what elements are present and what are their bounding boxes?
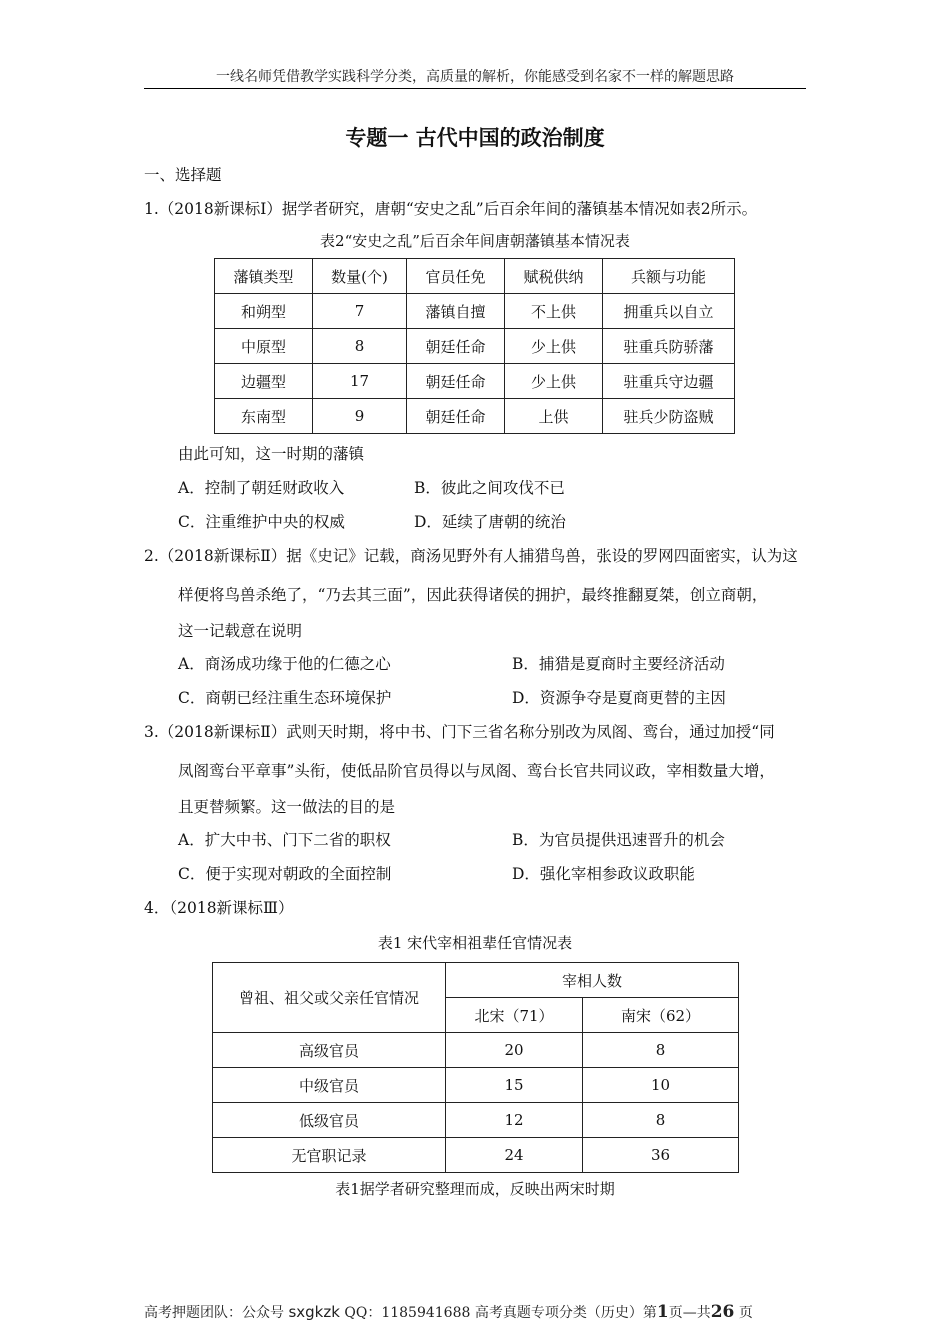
table-cell: 24: [446, 1138, 583, 1173]
table-row: [215, 329, 735, 364]
table-cell: 无官职记录: [213, 1138, 446, 1173]
table-cell: 低级官员: [213, 1103, 446, 1138]
table-cell: 不上供: [505, 294, 603, 329]
q1-header-cell: 数量(个): [313, 259, 407, 294]
table-cell: 藩镇自擅: [407, 294, 505, 329]
table-cell: 拥重兵以自立: [603, 294, 735, 329]
table-cell: 上供: [505, 399, 603, 434]
header-rule: [144, 88, 806, 89]
q1-header-cell: 兵额与功能: [603, 259, 735, 294]
table-cell: 15: [446, 1068, 583, 1103]
q2-line-2: 样便将鸟兽杀绝了，“乃去其三面”，因此获得诸侯的拥护，最终推翻夏桀，创立商朝，: [178, 586, 768, 604]
footer-end: 页: [738, 1305, 753, 1321]
page-footer: [144, 1302, 753, 1322]
table-cell: 东南型: [215, 399, 313, 434]
table-cell: 中原型: [215, 329, 313, 364]
table-cell: 朝廷任命: [407, 329, 505, 364]
q4-table: [212, 962, 739, 1173]
q1-stem: 1.（2018新课标Ⅰ）据学者研究，唐朝“安史之乱”后百余年间的藩镇基本情况如表2所示。: [144, 200, 758, 218]
table-cell: 9: [313, 399, 407, 434]
table-row: [215, 294, 735, 329]
table-row: [213, 1138, 739, 1173]
table-cell: 中级官员: [213, 1068, 446, 1103]
table-cell: 8: [583, 1103, 739, 1138]
q2-option-a: A．商汤成功缘于他的仁德之心: [178, 655, 391, 673]
page-header: 一线名师凭借教学实践科学分类，高质量的解析，你能感受到名家不一样的解题思路: [216, 69, 734, 85]
table-row: [215, 399, 735, 434]
q3-option-c: C．便于实现对朝政的全面控制: [178, 865, 392, 883]
q3-option-a: A．扩大中书、门下二省的职权: [178, 831, 391, 849]
q1-option-a: A．控制了朝廷财政收入: [178, 479, 345, 497]
q3-line-2: 凤阁鸾台平章事”头衔，使低品阶官员得以与凤阁、鸾台长官共同议政，宰相数量大增，: [178, 762, 775, 780]
q2-option-d: D．资源争夺是夏商更替的主因: [512, 689, 726, 707]
q1-header-cell: 藩镇类型: [215, 259, 313, 294]
footer-category: 高考真题专项分类（历史）第: [474, 1305, 657, 1321]
q4-stem: 4．（2018新课标Ⅲ）: [144, 899, 294, 917]
footer-mid: 页—共: [668, 1305, 711, 1321]
table-cell: 7: [313, 294, 407, 329]
table-cell: 12: [446, 1103, 583, 1138]
table-cell: 8: [583, 1033, 739, 1068]
q2-line-1: 2.（2018新课标Ⅱ）据《史记》记载，商汤见野外有人捕猎鸟兽，张设的罗网四面密实，认为这: [144, 547, 798, 565]
q3-option-b: B．为官员提供迅速晋升的机会: [512, 831, 725, 849]
table-cell: 驻重兵防骄藩: [603, 329, 735, 364]
table-cell: 少上供: [505, 364, 603, 399]
q1-lead: 由此可知，这一时期的藩镇: [178, 445, 365, 463]
q4-group-header: 宰相人数: [446, 963, 739, 998]
footer-qq: QQ：1185941688: [344, 1305, 471, 1321]
q1-option-d: D．延续了唐朝的统治: [414, 513, 566, 531]
q4-table-caption: 表1 宋代宰相祖辈任官情况表: [377, 934, 573, 952]
table-cell: 少上供: [505, 329, 603, 364]
q4-row-header: 曾祖、祖父或父亲任官情况: [213, 963, 446, 1033]
q3-option-d: D．强化宰相参政议政职能: [512, 865, 695, 883]
q3-line-3: 且更替频繁。这一做法的目的是: [178, 798, 396, 816]
q1-table: [214, 258, 735, 434]
table-cell: 朝廷任命: [407, 399, 505, 434]
table-cell: 10: [583, 1068, 739, 1103]
page-title: 专题一 古代中国的政治制度: [345, 126, 605, 150]
table-cell: 17: [313, 364, 407, 399]
footer-account: sxgkzk: [288, 1303, 340, 1321]
table-cell: 驻重兵守边疆: [603, 364, 735, 399]
q2-option-b: B．捕猎是夏商时主要经济活动: [512, 655, 725, 673]
q1-option-c: C．注重维护中央的权威: [178, 513, 345, 531]
table-row: [213, 1033, 739, 1068]
table-row: [215, 364, 735, 399]
table-cell: 朝廷任命: [407, 364, 505, 399]
table-row: [213, 1068, 739, 1103]
table-cell: 8: [313, 329, 407, 364]
q2-line-3: 这一记载意在说明: [178, 622, 303, 640]
q4-col-header-south: 南宋（62）: [583, 998, 739, 1033]
section-heading: 一、选择题: [144, 166, 222, 184]
table-cell: 20: [446, 1033, 583, 1068]
table-cell: 和朔型: [215, 294, 313, 329]
q3-line-1: 3.（2018新课标Ⅱ）武则天时期，将中书、门下三省名称分别改为凤阁、鸾台，通过加授“同: [144, 723, 775, 741]
q1-header-cell: 官员任免: [407, 259, 505, 294]
table-cell: 高级官员: [213, 1033, 446, 1068]
footer-page-number: 1: [656, 1302, 669, 1322]
table-row: [213, 1103, 739, 1138]
footer-team: 高考押题团队：公众号: [144, 1305, 284, 1321]
table-cell: 36: [583, 1138, 739, 1173]
q4-col-header-north: 北宋（71）: [446, 998, 583, 1033]
table-cell: 驻兵少防盗贼: [603, 399, 735, 434]
q1-option-b: B．彼此之间攻伐不已: [414, 479, 565, 497]
q1-table-caption: 表2“安史之乱”后百余年间唐朝藩镇基本情况表: [320, 232, 630, 250]
q1-header-cell: 赋税供纳: [505, 259, 603, 294]
q4-after-text: 表1据学者研究整理而成，反映出两宋时期: [335, 1180, 615, 1198]
q2-option-c: C．商朝已经注重生态环境保护: [178, 689, 392, 707]
table-cell: 边疆型: [215, 364, 313, 399]
footer-total-pages: 26: [710, 1302, 735, 1322]
